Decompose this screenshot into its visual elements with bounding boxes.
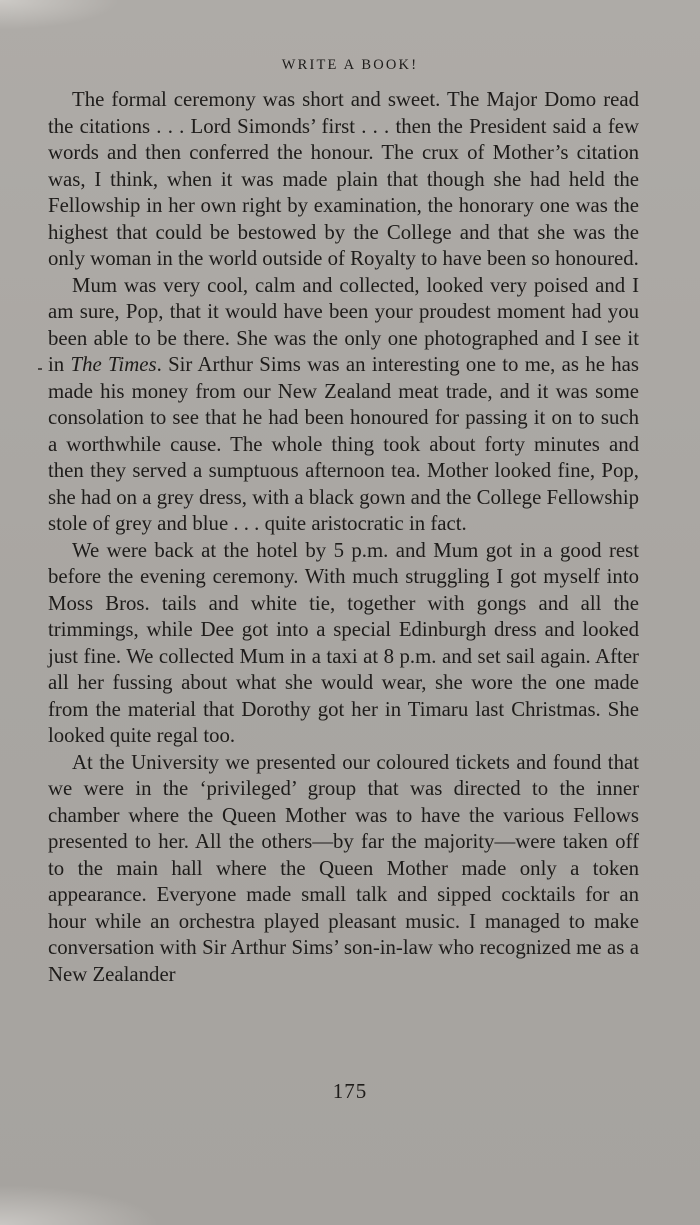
page-shading-bottom: [0, 1185, 160, 1225]
paragraph-mum-part-1: Mum was very cool, calm and collected, looked very poised and I am sure, Pop, that it would have been your proudest moment had you been able to be there. She was the only one photographed and I see it in: [48, 273, 639, 376]
paragraph-mum: [48, 273, 639, 538]
paragraph-hotel: We were back at the hotel by 5 p.m. and Mum got in a good rest before the evening ceremony. With much struggling I got myself into Moss Bros. tails and white tie, together with gongs and all the trimmings, while Dee got into a special Edinburgh dress and looked just fine. We collected Mum in a taxi at 8 p.m. and set sail again. After all her fussing about what she would wear, she wore the one made from the material that Dorothy got her in Timaru last Christmas. She looked quite regal too.: [48, 538, 639, 747]
paragraph-ceremony: The formal ceremony was short and sweet. The Major Domo read the citations . . . Lord Simonds’ first . . . then the President said a few words and then conferred the honour. The crux of Mother’s citation was, I think, when it was made plain that though she had held the Fellowship in her own right by examination, the honorary one was the highest that could be bestowed by the College and that she was the only woman in the world outside of Royalty to have been so honoured.: [48, 88, 639, 270]
margin-mark: [38, 368, 42, 370]
page-number: 175: [332, 1079, 368, 1103]
page-shading: [0, 0, 120, 30]
paragraph-mum-part-2: . Sir Arthur Sims was an interesting one to me, as he has made his money from our New Zealand meat trade, and it was some consolation to see that he had been honoured for passing it on to such a worthwhile cause. The whole thing took about forty minutes and then they served a sumptuous afternoon tea. Mother looked fine, Pop, she had on a grey dress, with a black gown and the College Fellowship stole of grey and blue . . . quite aristocratic in fact.: [48, 353, 639, 535]
paragraph-university: At the University we presented our coloured tickets and found that we were in the ‘privileged’ group that was directed to the inner chamber where the Queen Mother was to have the various Fellows presented to her. All the others—by far the majority—were taken off to the main hall where the Queen Mother made only a token appearance. Everyone made small talk and sipped cocktails for an hour while an orchestra played pleasant music. I managed to make conversation with Sir Arthur Sims’ son-in-law who recognized me as a New Zealander: [48, 750, 639, 986]
running-head: WRITE A BOOK!: [281, 57, 419, 73]
newspaper-title: The Times: [70, 353, 157, 376]
body-text: [48, 87, 639, 988]
